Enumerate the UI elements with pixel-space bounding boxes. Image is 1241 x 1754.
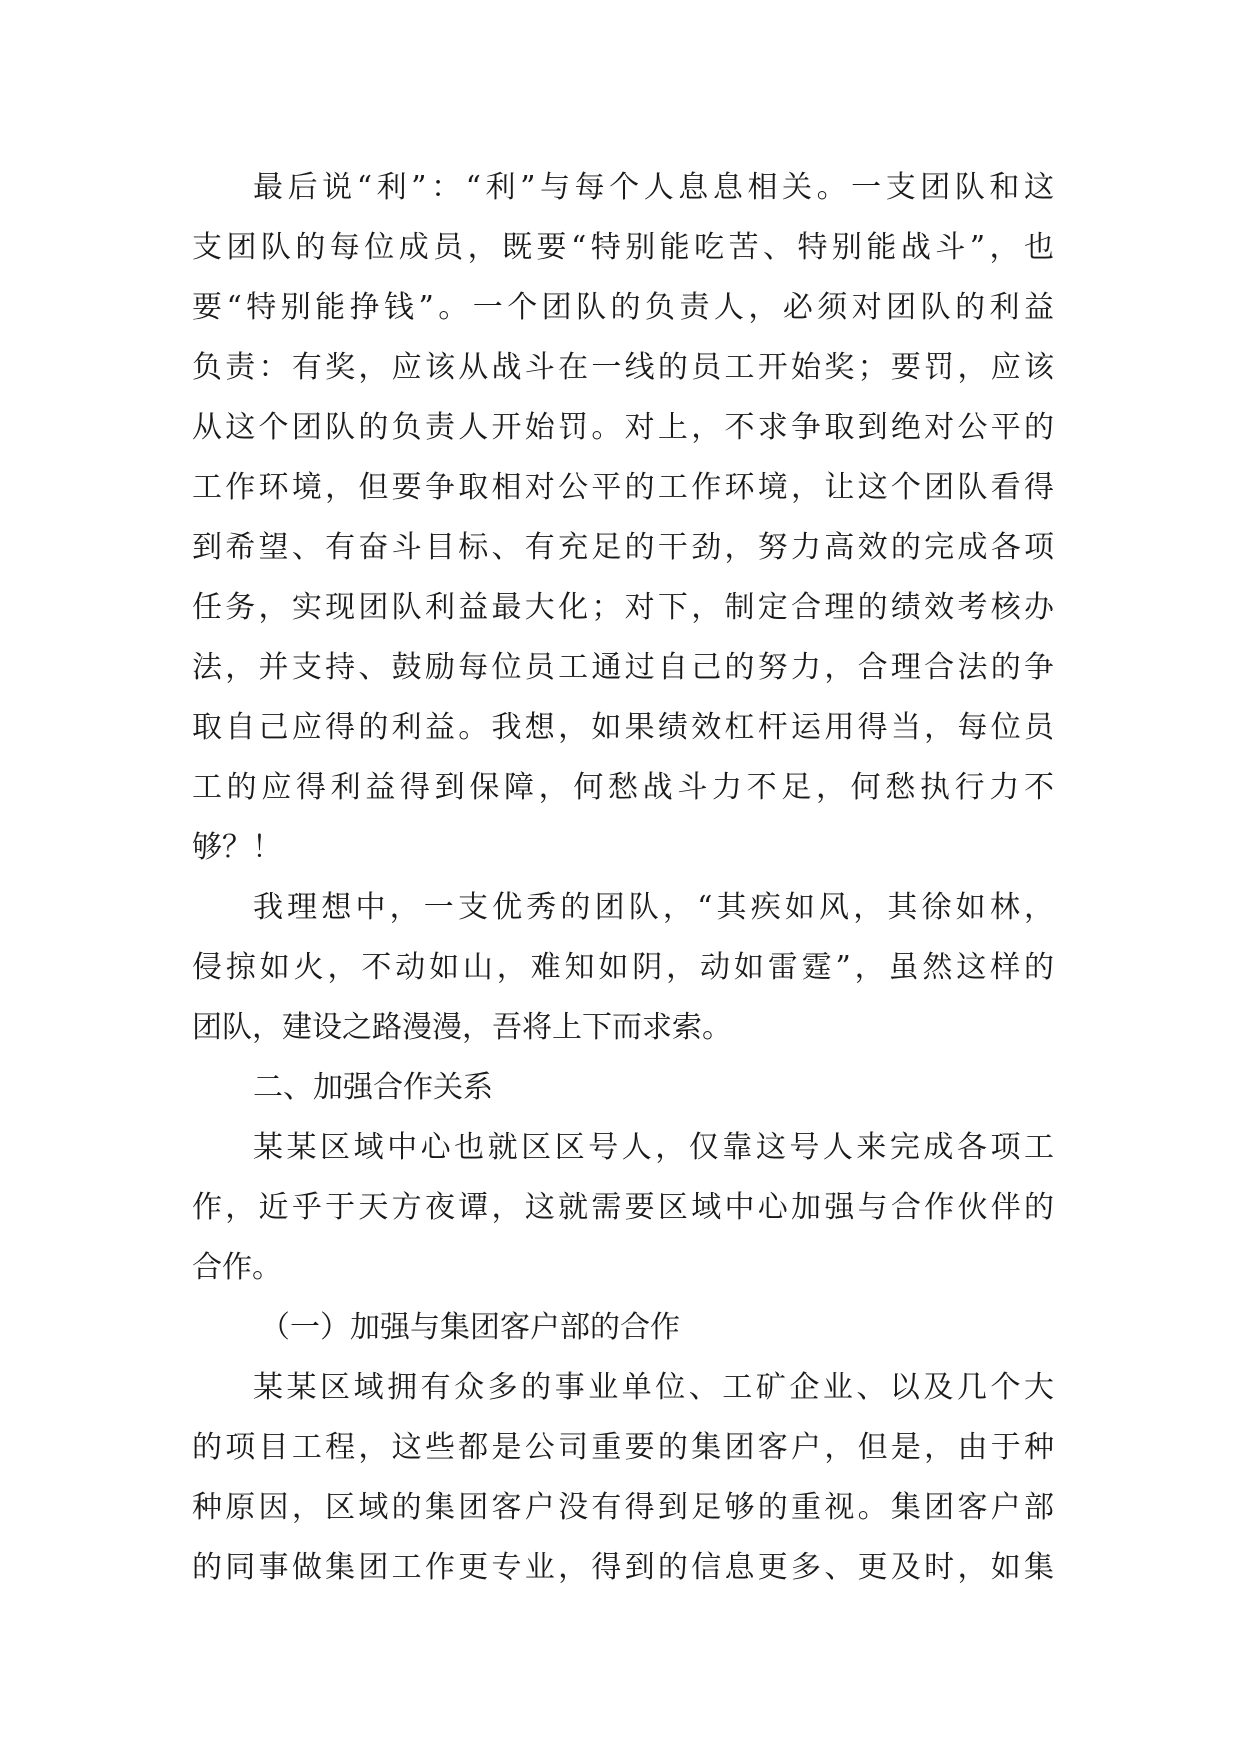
- paragraph-line: 的项目工程，这些都是公司重要的集团客户，但是，由于种: [192, 1430, 1054, 1465]
- subsection-heading: （一）加强与集团客户部的合作: [260, 1310, 680, 1345]
- paragraph-line: 合作。: [192, 1250, 282, 1285]
- paragraph-line: 工的应得利益得到保障，何愁战斗力不足，何愁执行力不: [192, 770, 1054, 805]
- paragraph-line: 最后说“利”：“利”与每个人息息相关。一支团队和这: [253, 170, 1054, 205]
- paragraph-line: 任务，实现团队利益最大化；对下，制定合理的绩效考核办: [192, 590, 1054, 625]
- paragraph-line: 取自己应得的利益。我想，如果绩效杠杆运用得当，每位员: [192, 710, 1054, 745]
- paragraph-line: 作，近乎于天方夜谭，这就需要区域中心加强与合作伙伴的: [192, 1190, 1054, 1225]
- paragraph-line: 某某区域拥有众多的事业单位、工矿企业、以及几个大: [253, 1370, 1054, 1405]
- paragraph-line: 法，并支持、鼓励每位员工通过自己的努力，合理合法的争: [192, 650, 1054, 685]
- paragraph-line: 侵掠如火，不动如山，难知如阴，动如雷霆”，虽然这样的: [192, 950, 1054, 985]
- paragraph-line: 工作环境，但要争取相对公平的工作环境，让这个团队看得: [192, 470, 1054, 505]
- paragraph-line: 到希望、有奋斗目标、有充足的干劲，努力高效的完成各项: [192, 530, 1054, 565]
- document-page: [192, 158, 1054, 1598]
- paragraph-line: 种原因，区域的集团客户没有得到足够的重视。集团客户部: [192, 1490, 1054, 1525]
- paragraph-line: 团队，建设之路漫漫，吾将上下而求索。: [192, 1010, 732, 1045]
- paragraph-line: 从这个团队的负责人开始罚。对上，不求争取到绝对公平的: [192, 410, 1054, 445]
- paragraph-line: 的同事做集团工作更专业，得到的信息更多、更及时，如集: [192, 1550, 1054, 1585]
- paragraph-line: 支团队的每位成员，既要“特别能吃苦、特别能战斗”，也: [192, 230, 1054, 265]
- paragraph-line: 我理想中，一支优秀的团队，“其疾如风，其徐如林，: [253, 890, 1054, 925]
- paragraph-line: 够？！: [192, 830, 282, 865]
- paragraph-line: 要“特别能挣钱”。一个团队的负责人，必须对团队的利益: [192, 290, 1054, 325]
- paragraph-line: 某某区域中心也就区区号人，仅靠这号人来完成各项工: [253, 1130, 1054, 1165]
- section-heading: 二、加强合作关系: [253, 1070, 493, 1105]
- paragraph-line: 负责：有奖，应该从战斗在一线的员工开始奖；要罚，应该: [192, 350, 1054, 385]
